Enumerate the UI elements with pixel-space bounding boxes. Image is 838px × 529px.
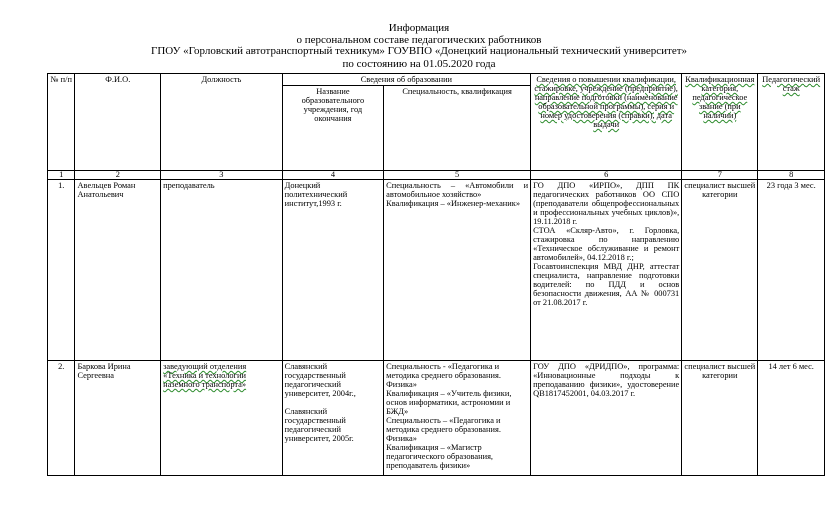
row-specialty [384, 180, 531, 361]
col-number: 1 [48, 171, 75, 180]
specialty-entry: Специальность – «Педагогика и методика среднего образования. Физика» [386, 416, 501, 443]
column-number-row [48, 171, 825, 180]
col-training-header [531, 74, 682, 171]
row-training [531, 361, 682, 476]
qualification-entry: Квалификация – «Учитель физики, основ информатики, астрономии и БЖД» [386, 389, 512, 416]
training-entry: СТОА «Скляр-Авто», г. Горловка, стажировка по направлению «Техническое обслуживание и ремонт автомобилей», 04.12.2018 г.; [533, 226, 680, 262]
institution-entry: Донецкий политехнический институт,1993 г. [284, 181, 348, 208]
staff-table [47, 73, 825, 476]
table-row [48, 361, 825, 476]
col-institution-header: Название образовательного учреждения, год окончания [282, 86, 383, 171]
table-row [48, 180, 825, 361]
experience-header-text: Педагогический стаж [762, 75, 821, 93]
row-fio: Авельцев Роман Анатольевич [75, 180, 161, 361]
organization-name: ГПОУ «Горловский автотранспортный техникум» ГОУВПО «Донецкий национальный технический университет» [150, 45, 688, 57]
col-number: 2 [75, 171, 161, 180]
col-number: 3 [161, 171, 283, 180]
specialty-entry: Специальность - «Педагогика и методика среднего образования. Физика» [386, 362, 501, 389]
training-entry: ГОУ ДПО «ДРИДПО», программа: «Инновационные подходы к преподаванию физики», удостоверение QB1817452001, 04.03.2017 г. [533, 362, 680, 398]
institution-entry: Славянский государственный педагогический университет, 2005г. [284, 407, 354, 443]
col-fio-header: Ф.И.О. [75, 74, 161, 171]
row-experience: 14 лет 6 мес. [758, 361, 825, 476]
row-num: 1. [48, 180, 75, 361]
row-specialty [384, 361, 531, 476]
training-entry: Госавтоинспекция МВД ДНР, аттестат специалиста, направление подготовки водителей: по ПДД и основ безопасности движения, АА № 000731 от 21.08.2017 г. [533, 262, 680, 307]
training-header-text: Сведения о повышении квалификации, стажировке, учреждение (предприятие), направление подготовки (наименование образовательной программы), серия и номер удостоверения (справки), дата выдачи [534, 75, 678, 129]
row-category: специалист высшей категории [682, 361, 758, 476]
qualification-entry: Квалификация – «Магистр педагогического образования, преподаватель физики» [386, 443, 494, 470]
report-date: по состоянию на 01.05.2020 года [342, 58, 496, 70]
col-specialty-header: Специальность, квалификация [384, 86, 531, 171]
document-title: Информация [388, 22, 450, 34]
institution-entry: Славянский государственный педагогический университет, 2004г., [284, 362, 356, 398]
row-training [531, 180, 682, 361]
col-num-header: № п/п [48, 74, 75, 171]
col-category-header [682, 74, 758, 171]
document-subtitle: о персональном составе педагогических работников [296, 34, 542, 46]
col-education-header: Сведения об образовании [282, 74, 530, 86]
qualification-entry: Квалификация – «Инженер-механик» [386, 199, 521, 208]
row-category: специалист высшей категории [682, 180, 758, 361]
row-fio: Баркова Ирина Сергеевна [75, 361, 161, 476]
col-number: 8 [758, 171, 825, 180]
col-number: 7 [682, 171, 758, 180]
specialty-entry: Специальность – «Автомобили и автомобильное хозяйство» [386, 181, 529, 199]
col-experience-header [758, 74, 825, 171]
row-num: 2. [48, 361, 75, 476]
row-institution [282, 361, 383, 476]
row-position: преподаватель [161, 180, 283, 361]
col-position-header: Должность [161, 74, 283, 171]
category-header-text: Квалификационная категория, педагогическое звание (при наличии) [685, 75, 755, 120]
position-text: заведующий отделения «Техника и технологии наземного транспорта» [163, 362, 247, 389]
col-number: 4 [282, 171, 383, 180]
col-number: 5 [384, 171, 531, 180]
row-experience: 23 года 3 мес. [758, 180, 825, 361]
row-position [161, 361, 283, 476]
training-entry: ГО ДПО «ИРПО», ДПП ПК педагогических работников ОО СПО (преподаватели общепрофессиональных и профессиональных учебных циклов)», 19.11.2018 г. [533, 181, 680, 226]
col-number: 6 [531, 171, 682, 180]
spacer [285, 398, 381, 407]
header-row [48, 74, 825, 86]
row-institution [282, 180, 383, 361]
